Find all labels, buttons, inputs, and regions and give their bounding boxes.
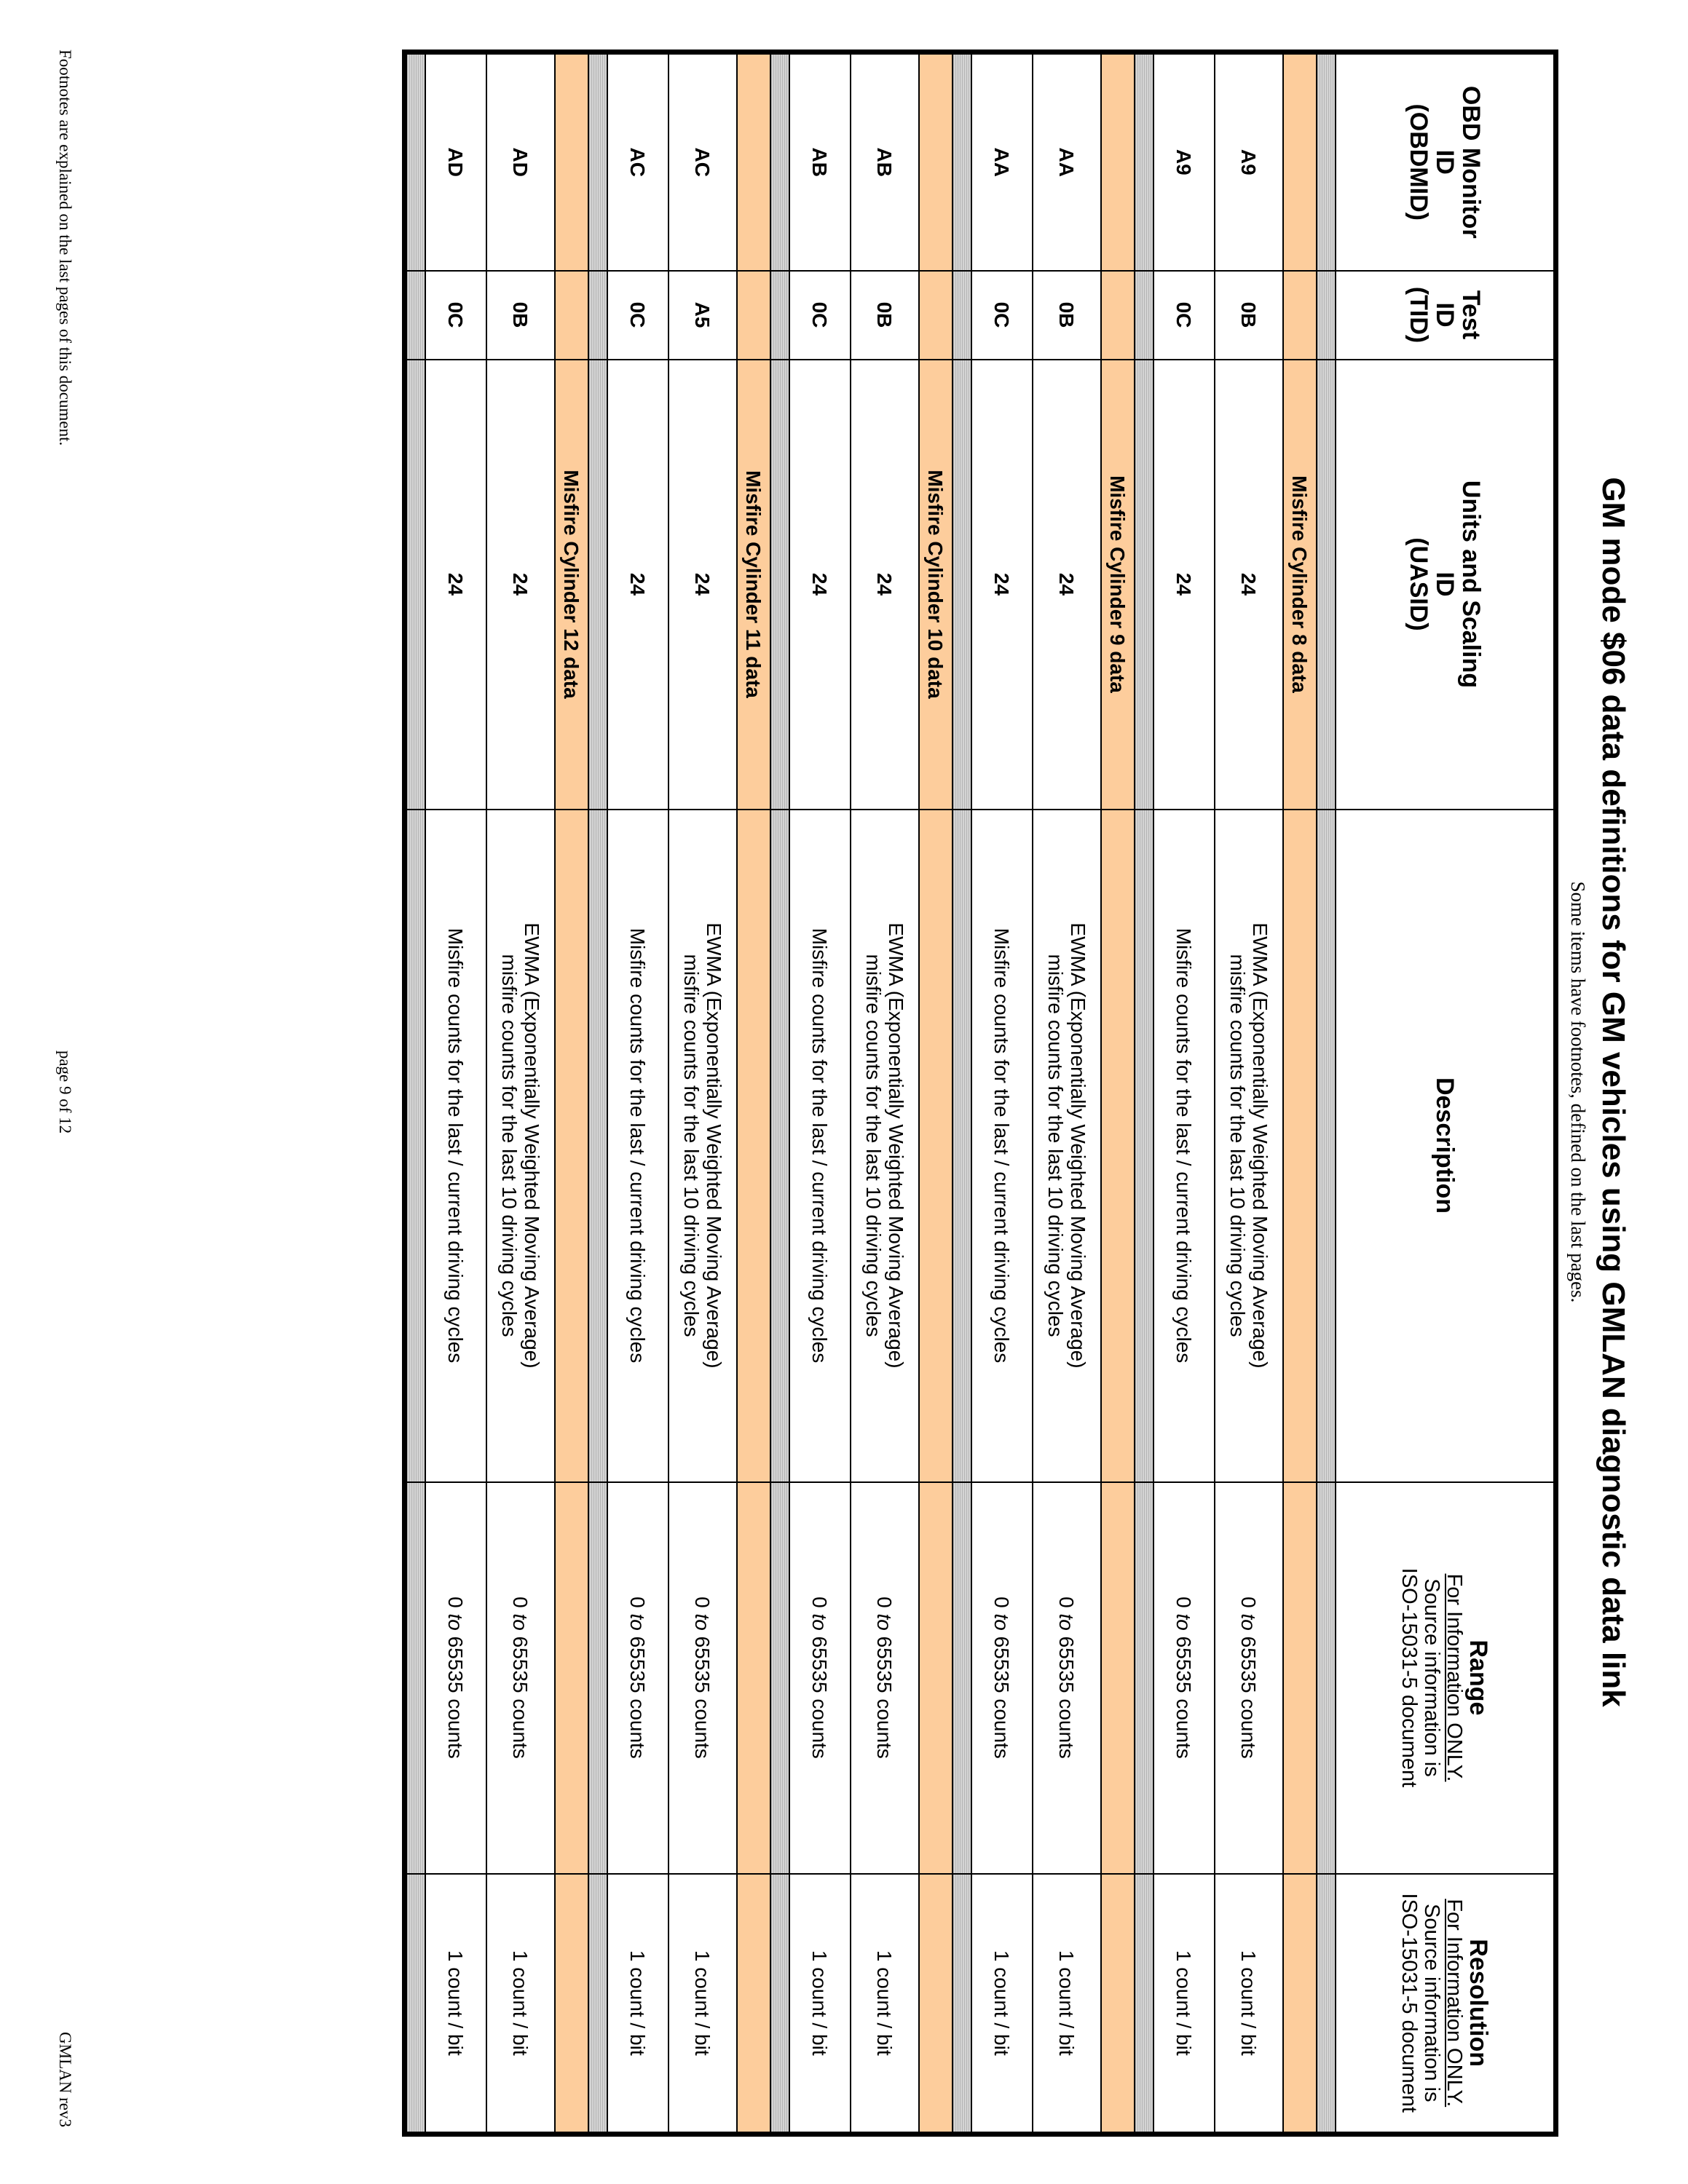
description-line: Misfire counts for the last / current driving cycles — [990, 927, 1014, 1364]
section-empty-cell — [555, 1482, 588, 1874]
section-empty-cell — [555, 271, 588, 360]
range-to: to — [509, 1613, 532, 1631]
resolution-cell: 1 count / bit — [607, 1874, 669, 2134]
section-header-row — [1101, 52, 1135, 2134]
range-upto: 65535 counts — [1237, 1636, 1261, 1759]
description-cell — [1215, 810, 1283, 1482]
separator-cell — [405, 1482, 426, 1874]
separator-cell — [588, 1874, 607, 2134]
section-empty-cell — [919, 1482, 953, 1874]
section-empty-cell — [919, 271, 953, 360]
header-uasid-line1: Units and Scaling — [1457, 480, 1485, 689]
range-cell — [789, 1482, 851, 1874]
resolution-cell: 1 count / bit — [851, 1874, 919, 2134]
section-empty-cell — [737, 1874, 770, 2134]
obdmid-cell: AB — [851, 52, 919, 271]
section-empty-cell — [1101, 810, 1135, 1482]
section-empty-cell — [737, 1482, 770, 1874]
tid-cell: 0B — [486, 271, 555, 360]
resolution-cell: 1 count / bit — [486, 1874, 555, 2134]
separator-cell — [953, 271, 971, 360]
page-title: GM mode $06 data definitions for GM vehicles using GMLAN diagnostic data link — [1596, 477, 1631, 1707]
separator-cell — [1317, 360, 1336, 810]
description-cell — [971, 810, 1033, 1482]
section-empty-cell — [1101, 271, 1135, 360]
obdmid-cell: AD — [425, 52, 486, 271]
uasid-cell: 24 — [789, 360, 851, 810]
separator-cell — [953, 1874, 971, 2134]
table-row — [851, 52, 919, 2134]
description-line: misfire counts for the last 10 driving cycles — [1226, 954, 1249, 1337]
header-tid-line3: (TID) — [1405, 286, 1432, 344]
header-uasid-line2: ID — [1431, 571, 1459, 597]
separator-cell — [588, 810, 607, 1482]
uasid-cell: 24 — [1215, 360, 1283, 810]
separator-cell — [1317, 1874, 1336, 2134]
header-range — [1336, 1482, 1556, 1874]
section-empty-cell — [555, 52, 588, 271]
range-cell — [1215, 1482, 1283, 1874]
separator-band — [405, 52, 426, 2134]
separator-cell — [1135, 52, 1153, 271]
tid-cell: 0C — [971, 271, 1033, 360]
range-upto: 65535 counts — [509, 1636, 532, 1759]
separator-cell — [770, 52, 789, 271]
resolution-cell: 1 count / bit — [971, 1874, 1033, 2134]
range-cell — [1153, 1482, 1215, 1874]
range-upto: 65535 counts — [626, 1636, 650, 1759]
section-empty-cell — [1101, 1482, 1135, 1874]
resolution-cell: 1 count / bit — [1033, 1874, 1101, 2134]
section-empty-cell — [1283, 810, 1317, 1482]
header-tid-line2: ID — [1431, 302, 1459, 328]
section-header-row — [737, 52, 770, 2134]
description-cell — [1153, 810, 1215, 1482]
range-from: 0 — [444, 1597, 468, 1608]
description-line: Misfire counts for the last / current driving cycles — [626, 927, 650, 1364]
separator-cell — [1135, 1482, 1153, 1874]
resolution-cell: 1 count / bit — [789, 1874, 851, 2134]
separator-cell — [770, 360, 789, 810]
table-header-row — [1336, 52, 1556, 2134]
description-line: misfire counts for the last 10 driving cycles — [680, 954, 703, 1337]
uasid-cell: 24 — [971, 360, 1033, 810]
range-upto: 65535 counts — [691, 1636, 714, 1759]
separator-cell — [588, 1482, 607, 1874]
header-tid — [1336, 271, 1556, 360]
section-empty-cell — [737, 810, 770, 1482]
description-line: Misfire counts for the last / current driving cycles — [1172, 927, 1196, 1364]
uasid-cell: 24 — [486, 360, 555, 810]
table-row — [486, 52, 555, 2134]
separator-cell — [953, 1482, 971, 1874]
tid-cell: 0C — [607, 271, 669, 360]
range-to: to — [1055, 1613, 1078, 1631]
range-upto: 65535 counts — [444, 1636, 468, 1759]
section-label: Misfire Cylinder 10 data — [919, 360, 953, 810]
separator-band — [588, 52, 607, 2134]
separator-cell — [770, 1874, 789, 2134]
separator-cell — [405, 52, 426, 271]
resolution-cell: 1 count / bit — [425, 1874, 486, 2134]
resolution-cell: 1 count / bit — [1153, 1874, 1215, 2134]
uasid-cell: 24 — [669, 360, 737, 810]
header-obdmid-line1: OBD Monitor — [1457, 85, 1485, 239]
document-revision: GMLAN rev3 — [56, 2032, 74, 2127]
separator-cell — [405, 1874, 426, 2134]
header-obdmid — [1336, 52, 1556, 271]
range-cell — [669, 1482, 737, 1874]
separator-cell — [770, 810, 789, 1482]
tid-cell: 0C — [425, 271, 486, 360]
obdmid-cell: AB — [789, 52, 851, 271]
separator-cell — [1317, 810, 1336, 1482]
table-body — [405, 52, 1336, 2134]
description-line: EWMA (Exponentially Weighted Moving Average) — [1249, 922, 1271, 1369]
range-to: to — [444, 1613, 468, 1631]
section-empty-cell — [1283, 1482, 1317, 1874]
footer-note: Footnotes are explained on the last pages of this document. — [56, 50, 74, 446]
separator-cell — [1135, 271, 1153, 360]
table-row — [607, 52, 669, 2134]
uasid-cell: 24 — [1153, 360, 1215, 810]
range-upto: 65535 counts — [1172, 1636, 1196, 1759]
header-uasid-line3: (UASID) — [1405, 537, 1432, 631]
table-row — [425, 52, 486, 2134]
description-line: EWMA (Exponentially Weighted Moving Average) — [1067, 922, 1089, 1369]
description-cell — [425, 810, 486, 1482]
header-range-note2: Source information is — [1420, 1578, 1444, 1777]
separator-cell — [405, 360, 426, 810]
range-to: to — [626, 1613, 650, 1631]
separator-cell — [770, 1482, 789, 1874]
section-empty-cell — [1101, 52, 1135, 271]
header-resolution — [1336, 1874, 1556, 2134]
separator-band — [953, 52, 971, 2134]
obdmid-cell: AA — [1033, 52, 1101, 271]
tid-cell: 0B — [1215, 271, 1283, 360]
description-line: misfire counts for the last 10 driving cycles — [498, 954, 521, 1337]
section-empty-cell — [1283, 271, 1317, 360]
page-number: page 9 of 12 — [56, 1050, 74, 1134]
header-range-note3: ISO-15031-5 document — [1397, 1567, 1421, 1788]
section-label: Misfire Cylinder 11 data — [737, 360, 770, 810]
separator-cell — [1317, 1482, 1336, 1874]
description-line: Misfire counts for the last / current driving cycles — [808, 927, 832, 1364]
range-from: 0 — [509, 1597, 532, 1608]
section-empty-cell — [1283, 1874, 1317, 2134]
separator-cell — [1135, 810, 1153, 1482]
description-line: EWMA (Exponentially Weighted Moving Average) — [885, 922, 907, 1369]
range-cell — [425, 1482, 486, 1874]
range-cell — [851, 1482, 919, 1874]
header-obdmid-line2: ID — [1431, 149, 1459, 175]
table-row — [1215, 52, 1283, 2134]
header-range-note — [1398, 1487, 1466, 1869]
description-cell — [851, 810, 919, 1482]
section-empty-cell — [737, 52, 770, 271]
section-label: Misfire Cylinder 8 data — [1283, 360, 1317, 810]
section-header-row — [1283, 52, 1317, 2134]
section-label: Misfire Cylinder 12 data — [555, 360, 588, 810]
description-cell — [486, 810, 555, 1482]
separator-cell — [953, 810, 971, 1482]
description-line: misfire counts for the last 10 driving cycles — [1044, 954, 1067, 1337]
table-row — [789, 52, 851, 2134]
section-empty-cell — [555, 1874, 588, 2134]
header-resolution-note1: For Information ONLY. — [1443, 1899, 1467, 2108]
obdmid-cell: AD — [486, 52, 555, 271]
range-upto: 65535 counts — [808, 1636, 832, 1759]
description-line: Misfire counts for the last / current driving cycles — [444, 927, 468, 1364]
description-line: EWMA (Exponentially Weighted Moving Average) — [521, 922, 543, 1369]
uasid-cell: 24 — [851, 360, 919, 810]
separator-band — [1135, 52, 1153, 2134]
table-row — [971, 52, 1033, 2134]
section-header-row — [919, 52, 953, 2134]
range-from: 0 — [1055, 1597, 1078, 1608]
table-row — [669, 52, 737, 2134]
range-upto: 65535 counts — [1055, 1636, 1078, 1759]
obdmid-cell: A9 — [1215, 52, 1283, 271]
section-empty-cell — [1283, 52, 1317, 271]
section-label: Misfire Cylinder 9 data — [1101, 360, 1135, 810]
range-to: to — [691, 1613, 714, 1631]
tid-cell: 0B — [851, 271, 919, 360]
description-cell — [669, 810, 737, 1482]
range-from: 0 — [1172, 1597, 1196, 1608]
range-from: 0 — [1237, 1597, 1261, 1608]
separator-cell — [405, 271, 426, 360]
range-from: 0 — [626, 1597, 650, 1608]
section-header-row — [555, 52, 588, 2134]
separator-cell — [588, 360, 607, 810]
description-cell — [789, 810, 851, 1482]
separator-cell — [405, 810, 426, 1482]
header-resolution-title: Resolution — [1464, 1939, 1493, 2068]
tid-cell: 0C — [789, 271, 851, 360]
header-resolution-note — [1398, 1879, 1466, 2128]
section-empty-cell — [555, 810, 588, 1482]
header-uasid — [1336, 360, 1556, 810]
separator-cell — [588, 52, 607, 271]
description-line: EWMA (Exponentially Weighted Moving Average) — [703, 922, 725, 1369]
uasid-cell: 24 — [425, 360, 486, 810]
range-from: 0 — [691, 1597, 714, 1608]
separator-cell — [1135, 360, 1153, 810]
section-empty-cell — [1101, 1874, 1135, 2134]
header-resolution-note2: Source information is — [1420, 1904, 1444, 2102]
range-from: 0 — [808, 1597, 832, 1608]
separator-cell — [1317, 52, 1336, 271]
header-resolution-note3: ISO-15031-5 document — [1397, 1893, 1421, 2113]
separator-cell — [953, 360, 971, 810]
tid-cell: 0C — [1153, 271, 1215, 360]
range-cell — [607, 1482, 669, 1874]
resolution-cell: 1 count / bit — [1215, 1874, 1283, 2134]
section-empty-cell — [919, 52, 953, 271]
range-from: 0 — [990, 1597, 1014, 1608]
obdmid-cell: A9 — [1153, 52, 1215, 271]
tid-cell: A5 — [669, 271, 737, 360]
uasid-cell: 24 — [607, 360, 669, 810]
range-cell — [1033, 1482, 1101, 1874]
separator-cell — [770, 271, 789, 360]
separator-band — [1317, 52, 1336, 2134]
range-to: to — [1172, 1613, 1196, 1631]
header-obdmid-line3: (OBDMID) — [1405, 103, 1432, 221]
range-upto: 65535 counts — [873, 1636, 896, 1759]
mode06-data-table — [402, 50, 1558, 2137]
section-empty-cell — [919, 1874, 953, 2134]
section-empty-cell — [919, 810, 953, 1482]
range-cell — [486, 1482, 555, 1874]
header-description: Description — [1336, 810, 1556, 1482]
separator-cell — [588, 271, 607, 360]
separator-band — [770, 52, 789, 2134]
section-empty-cell — [737, 271, 770, 360]
range-upto: 65535 counts — [990, 1636, 1014, 1759]
obdmid-cell: AA — [971, 52, 1033, 271]
resolution-cell: 1 count / bit — [669, 1874, 737, 2134]
tid-cell: 0B — [1033, 271, 1101, 360]
separator-cell — [953, 52, 971, 271]
range-to: to — [1237, 1613, 1261, 1631]
description-line: misfire counts for the last 10 driving cycles — [862, 954, 885, 1337]
header-tid-line1: Test — [1457, 290, 1485, 340]
range-from: 0 — [873, 1597, 896, 1608]
obdmid-cell: AC — [607, 52, 669, 271]
description-cell — [1033, 810, 1101, 1482]
range-to: to — [808, 1613, 832, 1631]
header-range-title: Range — [1464, 1639, 1493, 1716]
page-subtitle: Some items have footnotes, defined on the last pages. — [1567, 881, 1589, 1303]
separator-cell — [1317, 271, 1336, 360]
obdmid-cell: AC — [669, 52, 737, 271]
description-cell — [607, 810, 669, 1482]
header-range-note1: For Information ONLY. — [1443, 1573, 1467, 1782]
table-row — [1153, 52, 1215, 2134]
uasid-cell: 24 — [1033, 360, 1101, 810]
range-to: to — [873, 1613, 896, 1631]
separator-cell — [1135, 1874, 1153, 2134]
range-to: to — [990, 1613, 1014, 1631]
table-row — [1033, 52, 1101, 2134]
range-cell — [971, 1482, 1033, 1874]
